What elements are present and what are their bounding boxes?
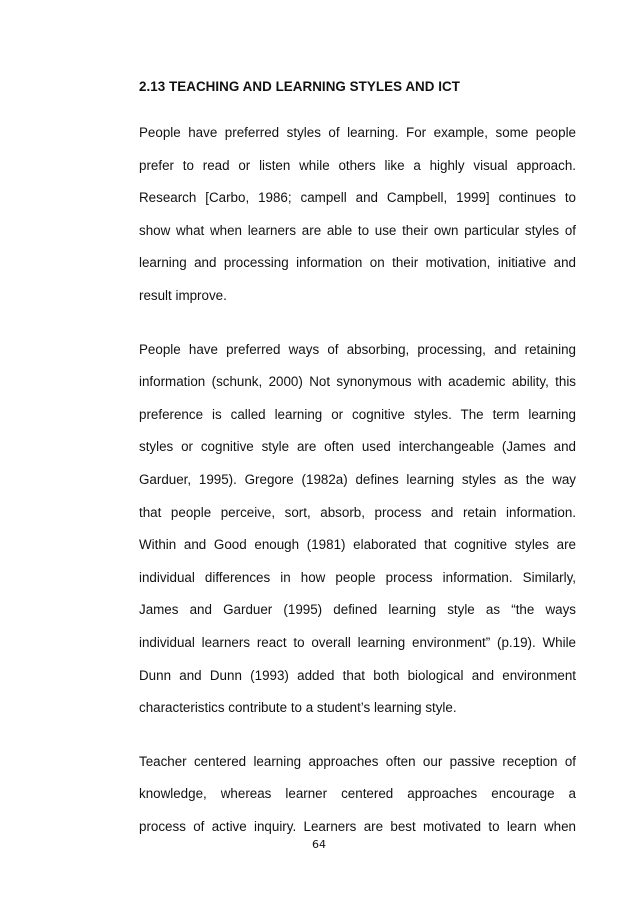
text-line: learning and processing information on their motivation, initiative and: [139, 255, 576, 271]
text-line: result improve.: [139, 287, 227, 303]
paragraph-1: [139, 117, 576, 313]
text-line: People have preferred ways of absorbing, processing, and retaining: [139, 341, 576, 357]
text-line: Garduer, 1995). Gregore (1982a) defines learning styles as the way: [139, 471, 576, 487]
text-line: James and Garduer (1995) defined learning style as “the ways: [139, 602, 576, 618]
text-line: characteristics contribute to a student’s learning style.: [139, 700, 457, 716]
text-line: Within and Good enough (1981) elaborated that cognitive styles are: [139, 537, 576, 553]
page-number: 64: [312, 838, 326, 851]
text-line: prefer to read or listen while others like a highly visual approach.: [139, 157, 576, 173]
paragraph-3: [139, 746, 576, 844]
page-content: [139, 78, 576, 843]
text-line: Research [Carbo, 1986; campell and Campbell, 1999] continues to: [139, 190, 576, 206]
text-line: individual differences in how people process information. Similarly,: [139, 569, 576, 585]
text-line: Teacher centered learning approaches often our passive reception of: [139, 753, 576, 769]
text-line: individual learners react to overall learning environment” (p.19). While: [139, 634, 576, 650]
text-line: show what when learners are able to use their own particular styles of: [139, 222, 576, 238]
section-heading: 2.13 TEACHING AND LEARNING STYLES AND ICT: [139, 79, 460, 94]
text-line: preference is called learning or cognitive styles. The term learning: [139, 406, 576, 422]
text-line: Dunn and Dunn (1993) added that both biological and environment: [139, 667, 576, 683]
text-line: People have preferred styles of learning. For example, some people: [139, 125, 576, 140]
text-line: styles or cognitive style are often used interchangeable (James and: [139, 439, 576, 455]
text-line: information (schunk, 2000) Not synonymous with academic ability, this: [139, 374, 576, 390]
paragraph-2: [139, 334, 576, 725]
text-line: process of active inquiry. Learners are best motivated to learn when: [139, 818, 576, 834]
text-line: knowledge, whereas learner centered approaches encourage a: [139, 786, 576, 802]
text-line: that people perceive, sort, absorb, process and retain information.: [139, 504, 576, 520]
